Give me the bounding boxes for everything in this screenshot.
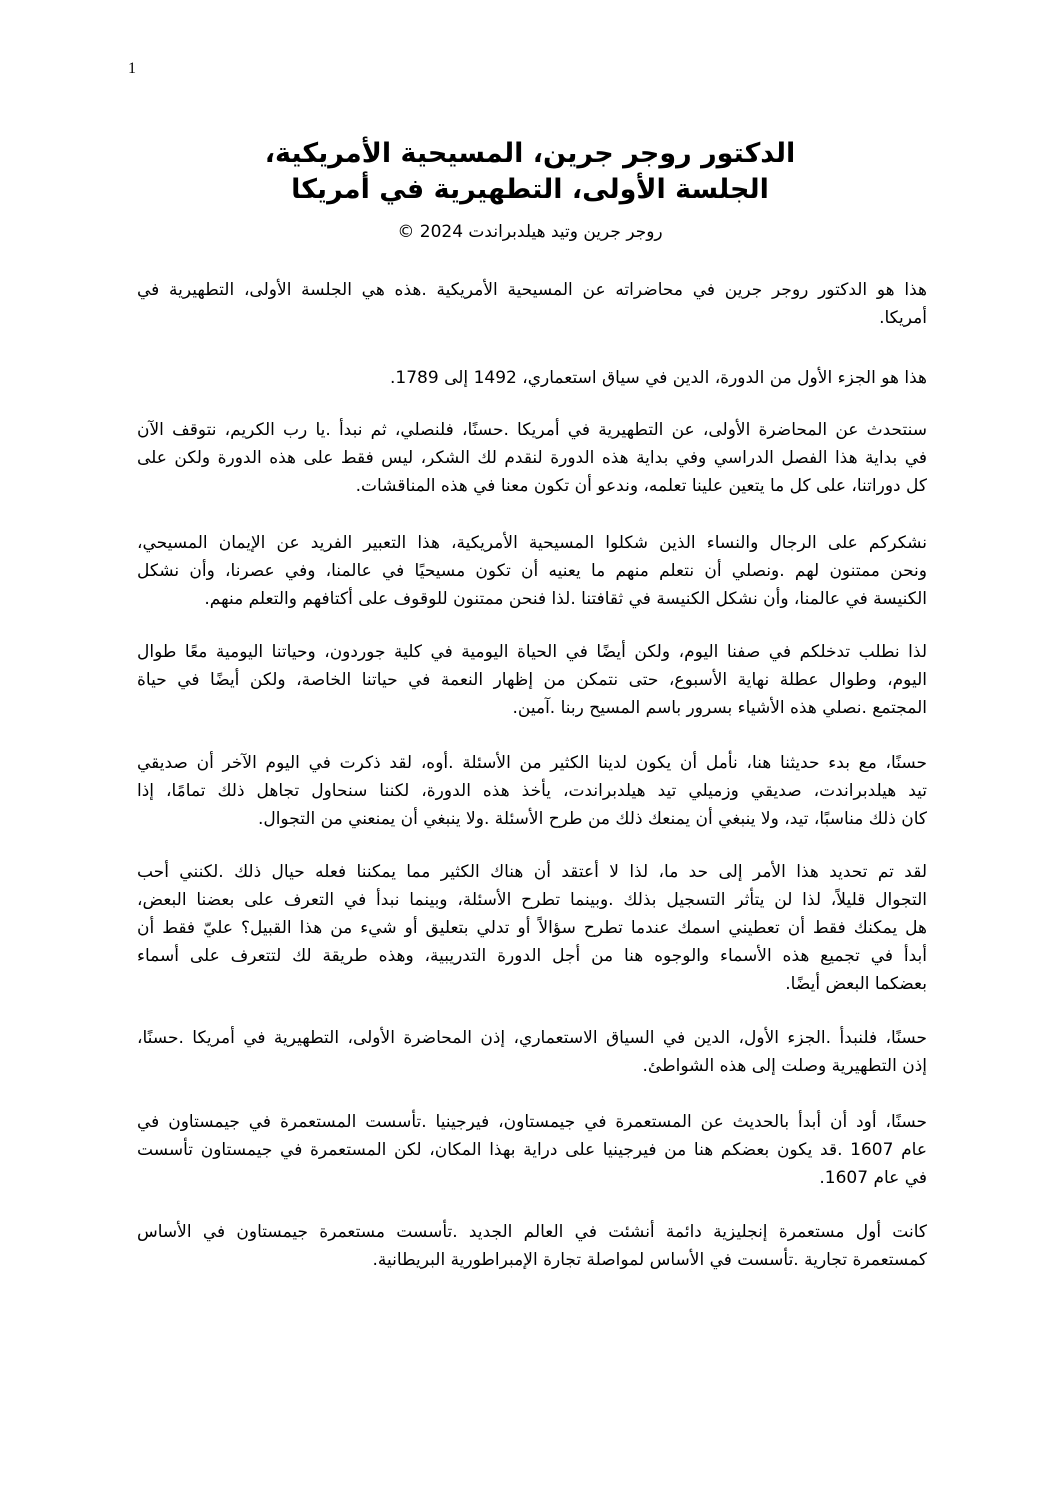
paragraph (137, 1108, 927, 1192)
paragraph-line: أبدأ في تجميع هذه الأسماء والوجوه هنا من أجل الدورة التدريبية، وهذه طريقة لك لتتعرف على أسماء (137, 946, 927, 966)
paragraph-line: في بداية هذا الفصل الدراسي وفي بداية هذه الدورة لنقدم لك الشكر، ليس فقط على هذه الدورة ولكن على (137, 448, 927, 468)
paragraph (137, 1024, 927, 1080)
paragraph (137, 276, 927, 332)
paragraph-line: كانت أول مستعمرة إنجليزية دائمة أنشئت في العالم الجديد .تأسست مستعمرة جيمستاون في الأساس (137, 1222, 927, 1242)
paragraph (137, 416, 927, 500)
copyright-subtitle: روجر جرين وتيد هيلدبراندت 2024 © (397, 222, 663, 242)
paragraph-line: هل يمكنك فقط أن تعطيني اسمك عندما تطرح سؤالاً أو تدلي بتعليق أو شيء من هذا القبيل؟ عليّ فقط أن (137, 918, 927, 938)
paragraph-line: كل دوراتنا، على كل ما يتعين علينا تعلمه، وندعو أن تكون معنا في هذه المناقشات. (355, 476, 927, 496)
document-title-line-1: الدكتور روجر جرين، المسيحية الأمريكية، (264, 138, 796, 169)
paragraph-line: ونحن ممتنون لهم .ونصلي أن نتعلم منهم ما يعنيه أن تكون مسيحيًا في عالمنا، وفي عصرنا، وأن نشكل (137, 561, 927, 581)
paragraph (137, 858, 927, 998)
paragraph-line: لقد تم تحديد هذا الأمر إلى حد ما، لذا لا أعتقد أن هناك الكثير مما يمكننا فعله حيال ذلك .لكنني أحب (137, 862, 927, 882)
paragraph-line: الكنيسة في عالمنا، وأن نشكل الكنيسة في ثقافتنا .لذا فنحن ممتنون للوقوف على أكتافهم والتعلم منهم. (204, 589, 927, 609)
document-title-line-2: الجلسة الأولى، التطهيرية في أمريكا (291, 174, 769, 205)
paragraph-line: هذا هو الدكتور روجر جرين في محاضراته عن المسيحية الأمريكية .هذه هي الجلسة الأولى، التطهيرية في (137, 280, 927, 300)
paragraph-line: حسنًا، فلنبدأ .الجزء الأول، الدين في السياق الاستعماري، إذن المحاضرة الأولى، التطهيرية في أمريكا .حسنًا، (137, 1028, 927, 1048)
paragraph (137, 529, 927, 613)
paragraph-line: حسنًا، مع بدء حديثنا هنا، نأمل أن يكون لدينا الكثير من الأسئلة .أوه، لقد ذكرت في اليوم الآخر أن صديقي (137, 753, 927, 773)
paragraph-line: التجوال قليلاً، لذا لن يتأثر التسجيل بذلك .وبينما تطرح الأسئلة، وبينما نبدأ في التعرف على بعضنا البعض، (137, 890, 927, 910)
paragraph-line: تيد هيلدبراندت، صديقي وزميلي تيد هيلدبراندت، يأخذ هذه الدورة، لكننا سنحاول تجاهل ذلك تمامًا، إذا (137, 781, 927, 801)
paragraph-line: كمستعمرة تجارية .تأسست في الأساس لمواصلة تجارة الإمبراطورية البريطانية. (372, 1250, 927, 1270)
paragraph-line: بعضكما البعض أيضًا. (785, 974, 927, 994)
paragraph (137, 1218, 927, 1274)
paragraph (137, 638, 927, 722)
paragraph-line: المجتمع .نصلي هذه الأشياء بسرور باسم المسيح ربنا .آمين. (512, 698, 927, 718)
paragraph-line: حسنًا، أود أن أبدأ بالحديث عن المستعمرة في جيمستاون، فيرجينيا .تأسست المستعمرة في جيمستاون في (137, 1112, 927, 1132)
paragraph-line: لذا نطلب تدخلكم في صفنا اليوم، ولكن أيضًا في الحياة اليومية في كلية جوردون، وحياتنا اليومية معًا طوال (137, 642, 927, 662)
paragraph-line: في عام 1607. (819, 1168, 927, 1188)
page-number: 1 (128, 60, 136, 77)
paragraph-line: اليوم، وطوال عطلة نهاية الأسبوع، حتى نتمكن من إظهار النعمة في حياتنا الخاصة، ولكن أيضًا في حياة (137, 670, 927, 690)
paragraph (137, 749, 927, 833)
paragraph-line: كان ذلك مناسبًا، تيد، ولا ينبغي أن يمنعك ذلك من طرح الأسئلة .ولا ينبغي أن يمنعني من التجوال. (257, 809, 927, 829)
paragraph-line: عام 1607 .قد يكون بعضكم هنا من فيرجينيا على دراية بهذا المكان، لكن المستعمرة في جيمستاون تأسست (137, 1140, 927, 1160)
paragraph (137, 364, 927, 392)
paragraph-line: هذا هو الجزء الأول من الدورة، الدين في سياق استعماري، 1492 إلى 1789. (390, 368, 927, 388)
paragraph-line: سنتحدث عن المحاضرة الأولى، عن التطهيرية في أمريكا .حسنًا، فلنصلي، ثم نبدأ .يا رب الكريم، نتوقف الآن (137, 420, 927, 440)
paragraph-line: أمريكا. (879, 308, 927, 328)
paragraph-line: إذن التطهيرية وصلت إلى هذه الشواطئ. (642, 1056, 927, 1076)
paragraph-line: نشكركم على الرجال والنساء الذين شكلوا المسيحية الأمريكية، هذا التعبير الفريد عن الإيمان المسيحي، (137, 533, 927, 553)
